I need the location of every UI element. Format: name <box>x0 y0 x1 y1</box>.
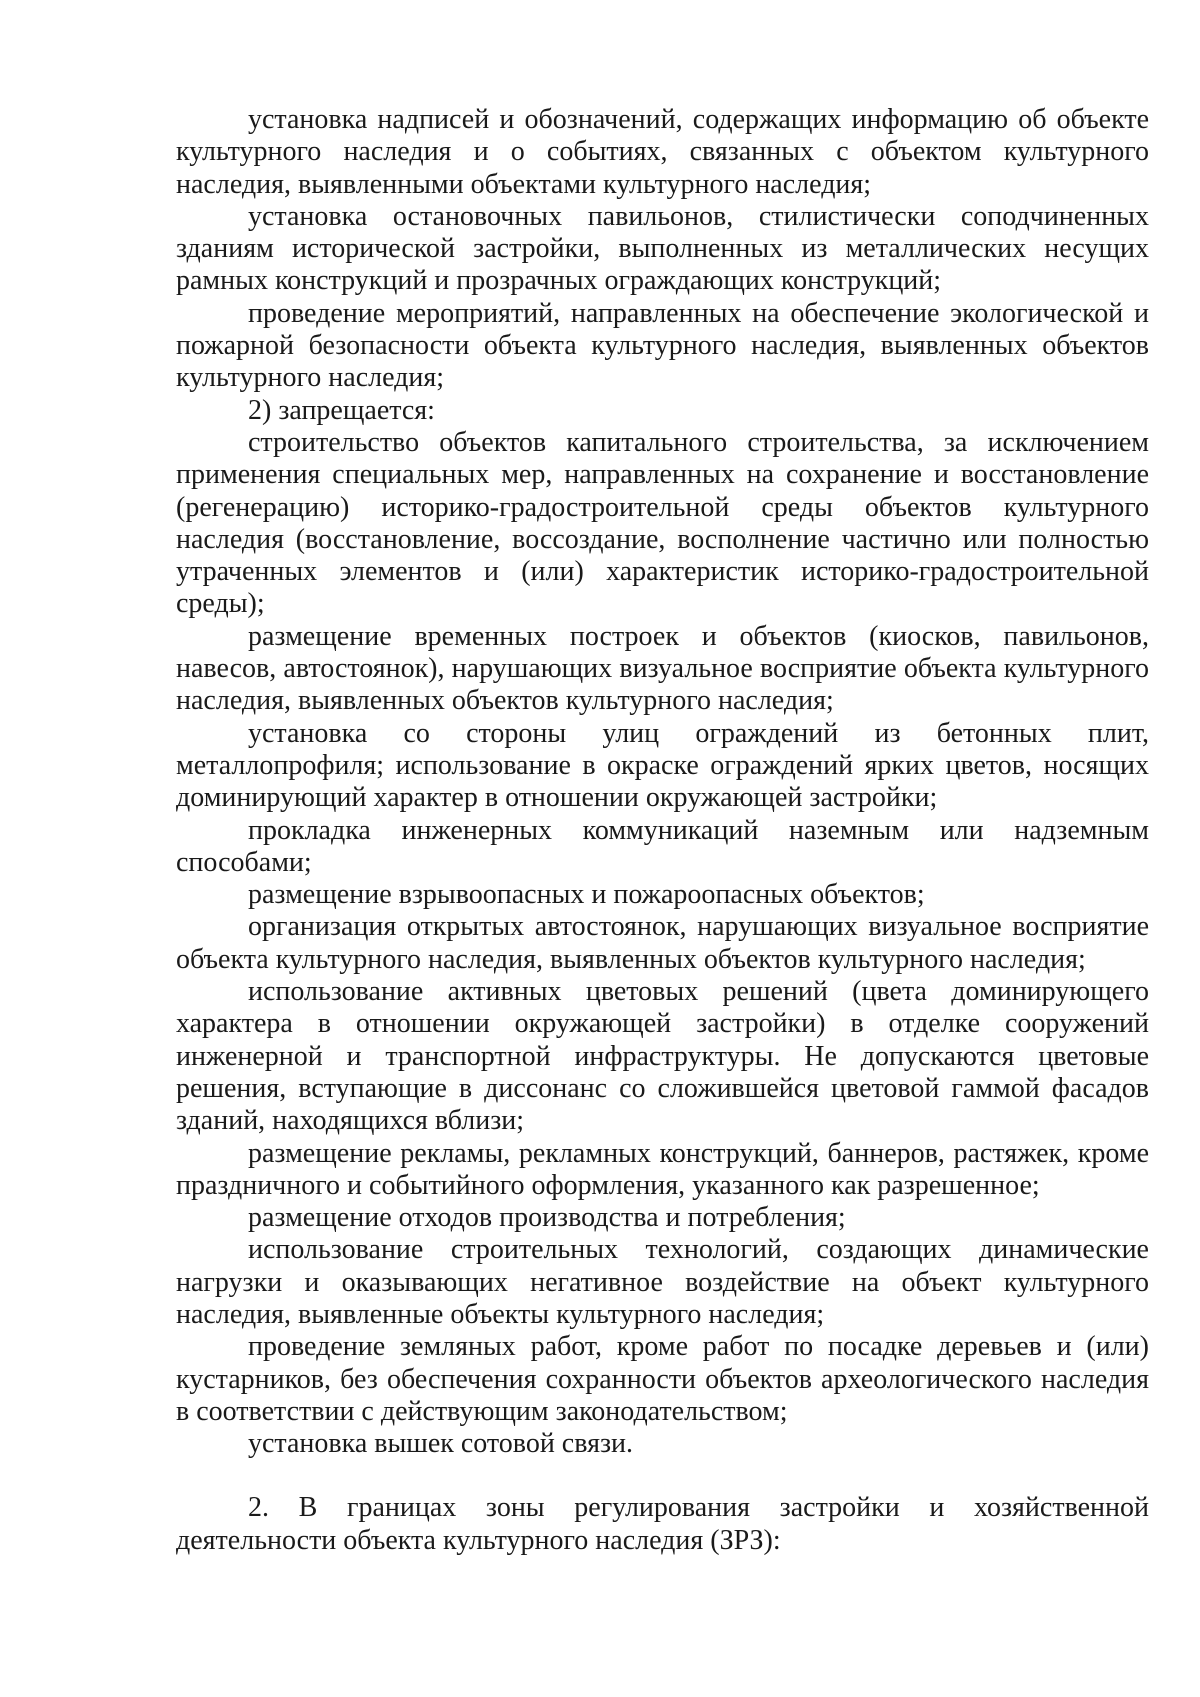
paragraph-prohibited-heading: 2) запрещается: <box>248 394 435 426</box>
paragraph-color-solutions: использование активных цветовых решений (цвета доминирующего характера в отношении окружающей застройки) в отделке сооружений инженерной и транспортной инфраструктуры. Не допускаются цветовые решения, вступающие в диссонанс со сложившейся цветовой гаммой фасадов зданий, находящихся вблизи; <box>176 976 1149 1137</box>
paragraph-waste: размещение отходов производства и потребления; <box>248 1202 846 1234</box>
paragraph-construction-technologies: использование строительных технологий, создающих динамические нагрузки и оказывающих негативное воздействие на объект культурного наследия, выявленные объекты культурного наследия; <box>176 1234 1149 1330</box>
paragraph-capital-construction: строительство объектов капитального строительства, за исключением применения специальных мер, направленных на сохранение и восстановление (регенерацию) историко-градостроительной среды объектов культурного наследия (восстановление, воссоздание, восполнение частично или полностью утраченных элементов и (или) характеристик историко-градостроительной среды); <box>176 426 1149 620</box>
document-page <box>176 104 1149 1557</box>
paragraph-fences: установка со стороны улиц ограждений из бетонных плит, металлопрофиля; использование в окраске ограждений ярких цветов, носящих доминирующий характер в отношении окружающей застройки; <box>176 717 1149 814</box>
paragraph-earthworks: проведение земляных работ, кроме работ по посадке деревьев и (или) кустарников, без обеспечения сохранности объектов археологического наследия в соответствии с действующим законодательством; <box>176 1331 1149 1427</box>
paragraph-advertising: размещение рекламы, рекламных конструкций, баннеров, растяжек, кроме праздничного и событийного оформления, указанного как разрешенное; <box>176 1137 1149 1201</box>
paragraph-hazardous-objects: размещение взрывоопасных и пожароопасных объектов; <box>248 879 925 911</box>
paragraph-inscriptions: установка надписей и обозначений, содержащих информацию об объекте культурного наследия и о событиях, связанных с объектом культурного наследия, выявленными объектами культурного наследия; <box>176 104 1149 200</box>
paragraph-fire-safety: проведение мероприятий, направленных на обеспечение экологической и пожарной безопасности объекта культурного наследия, выявленных объектов культурного наследия; <box>176 297 1149 394</box>
paragraph-bus-pavilions: установка остановочных павильонов, стилистически соподчиненных зданиям исторической застройки, выполненных из металлических несущих рамных конструкций и прозрачных ограждающих конструкций; <box>176 200 1149 297</box>
paragraph-open-parking: организация открытых автостоянок, нарушающих визуальное восприятие объекта культурного наследия, выявленных объектов культурного наследия; <box>176 911 1149 975</box>
paragraph-section-2: 2. В границах зоны регулирования застройки и хозяйственной деятельности объекта культурного наследия (ЗРЗ): <box>176 1492 1149 1556</box>
paragraph-cell-towers: установка вышек сотовой связи. <box>248 1428 634 1460</box>
paragraph-temporary-buildings: размещение временных построек и объектов (киосков, павильонов, навесов, автостоянок), нарушающих визуальное восприятие объекта культурного наследия, выявленных объектов культурного наследия; <box>176 620 1149 717</box>
paragraph-utilities: прокладка инженерных коммуникаций наземным или надземным способами; <box>176 814 1149 878</box>
